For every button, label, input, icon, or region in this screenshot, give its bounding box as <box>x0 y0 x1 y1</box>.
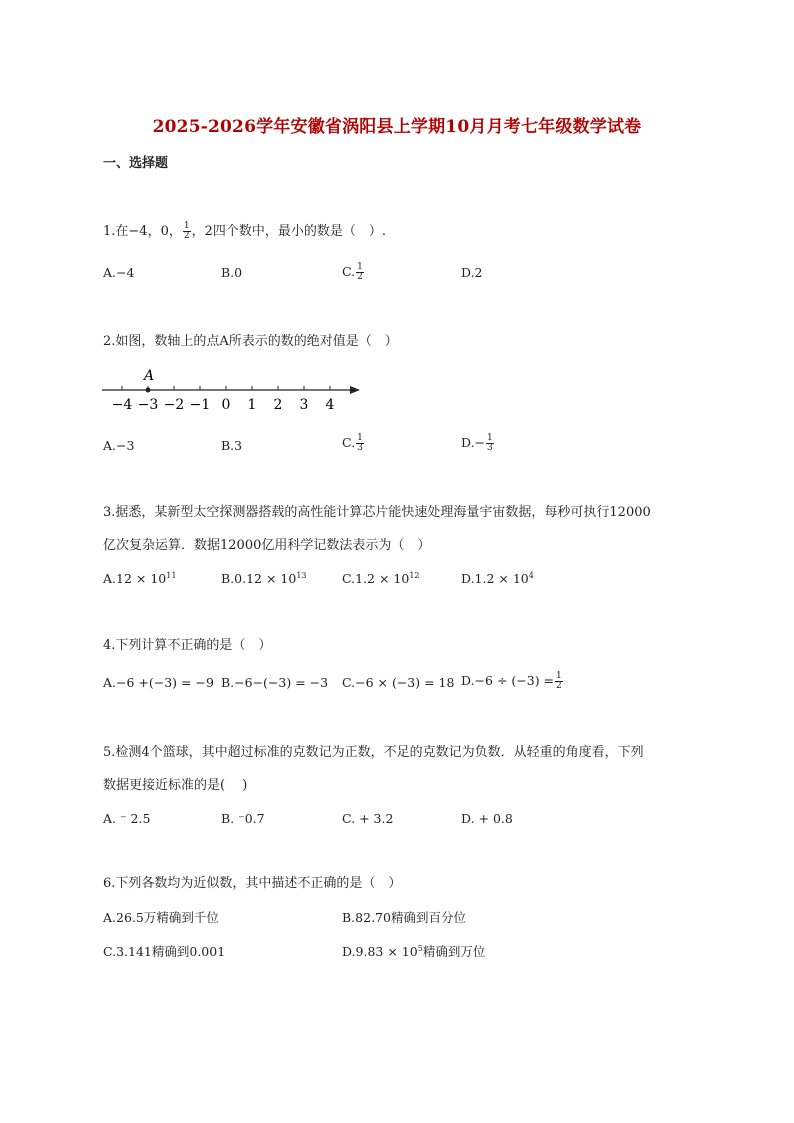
number-line-tick-label: 0 <box>221 397 231 413</box>
q4-option-d[interactable]: D.−6 ÷ (−3) = $\frac{1}{2}$ <box>461 671 562 691</box>
number-line-tick-label: −1 <box>189 397 211 413</box>
number-line-figure <box>98 362 368 414</box>
q1-option-a[interactable]: A.−4 <box>103 265 135 280</box>
question-5-stem-line1: 5.检测4个篮球，其中超过标准的克数记为正数，不足的克数记为负数．从轻重的角度看，下列 <box>103 745 644 760</box>
section-heading: 一、选择题 <box>103 156 169 171</box>
question-5-stem-line2: 数据更接近标准的是( ) <box>103 778 248 793</box>
q6-option-b[interactable]: B.82.70精确到百分位 <box>342 910 466 925</box>
q2-option-b[interactable]: B.3 <box>221 438 243 453</box>
number-line-tick-label: −4 <box>111 397 133 413</box>
number-line-tick-label: 3 <box>299 397 309 413</box>
number-line-tick-label: −3 <box>137 397 159 413</box>
q2-option-c[interactable]: C. $\frac{1}{3}$ <box>342 433 363 453</box>
exam-title: 2025-2026学年安徽省涡阳县上学期10月月考七年级数学试卷 <box>152 117 642 137</box>
number-line-tick-label: 1 <box>247 397 257 413</box>
q6-option-a[interactable]: A.26.5万精确到千位 <box>103 910 219 925</box>
q6-option-d[interactable]: $D.9.83 \times 10^5$精确到万位 <box>342 943 486 959</box>
q5-option-b[interactable]: B. ⁻0.7 <box>221 811 265 826</box>
number-line-tick-label: 4 <box>325 397 335 413</box>
q3-option-d[interactable]: $D.1.2 \times 10^4$ <box>461 571 534 587</box>
q1-option-c[interactable]: C. $\frac{1}{2}$ <box>342 262 363 282</box>
number-line-tick-label: −2 <box>163 397 185 413</box>
question-2-stem: 2.如图，数轴上的点A所表示的数的绝对值是（ ） <box>103 334 398 349</box>
question-3-stem-line1: 3.据悉，某新型太空探测器搭载的高性能计算芯片能快速处理海量宇宙数据，每秒可执行12000 <box>103 505 651 520</box>
q3-option-b[interactable]: $B.0.12 \times 10^{13}$ <box>221 571 307 587</box>
q5-option-a[interactable]: A. ⁻ 2.5 <box>103 811 151 826</box>
q5-option-c[interactable]: C. + 3.2 <box>342 811 394 826</box>
question-4-stem: 4.下列计算不正确的是（ ） <box>103 638 272 653</box>
q2-option-a[interactable]: A.−3 <box>103 438 135 453</box>
q4-option-a[interactable]: A.−6 +(−3) = −9 <box>103 675 214 690</box>
number-line-tick-label: 2 <box>273 397 283 413</box>
number-line-arrow <box>350 386 360 394</box>
q1-fraction: $\frac{1}{2}$ <box>183 221 190 241</box>
q3-option-a[interactable]: $A.12 \times 10^{11}$ <box>103 571 177 587</box>
q2-option-d[interactable]: D.− $\frac{1}{3}$ <box>461 433 493 453</box>
q1-stem-part: 1.在−4，0， <box>103 224 182 239</box>
point-a-dot <box>146 388 151 393</box>
q4-option-b[interactable]: B.−6−(−3) = −3 <box>221 675 329 690</box>
question-6-stem: 6.下列各数均为近似数，其中描述不正确的是（ ） <box>103 876 402 891</box>
q5-option-d[interactable]: D. + 0.8 <box>461 811 513 826</box>
q3-option-c[interactable]: $C.1.2 \times 10^{12}$ <box>342 571 420 587</box>
q4-option-c[interactable]: C.−6 × (−3) = 18 <box>342 675 455 690</box>
q1-option-d[interactable]: D.2 <box>461 265 483 280</box>
q6-option-c[interactable]: C.3.141精确到0.001 <box>103 944 226 959</box>
q1-stem-part: ，2四个数中，最小的数是（ ）. <box>191 224 386 239</box>
question-1-stem <box>103 222 386 242</box>
q1-option-b[interactable]: B.0 <box>221 265 243 280</box>
point-a-label: A <box>144 368 155 384</box>
question-3-stem-line2: 亿次复杂运算．数据12000亿用科学记数法表示为（ ） <box>103 538 431 553</box>
